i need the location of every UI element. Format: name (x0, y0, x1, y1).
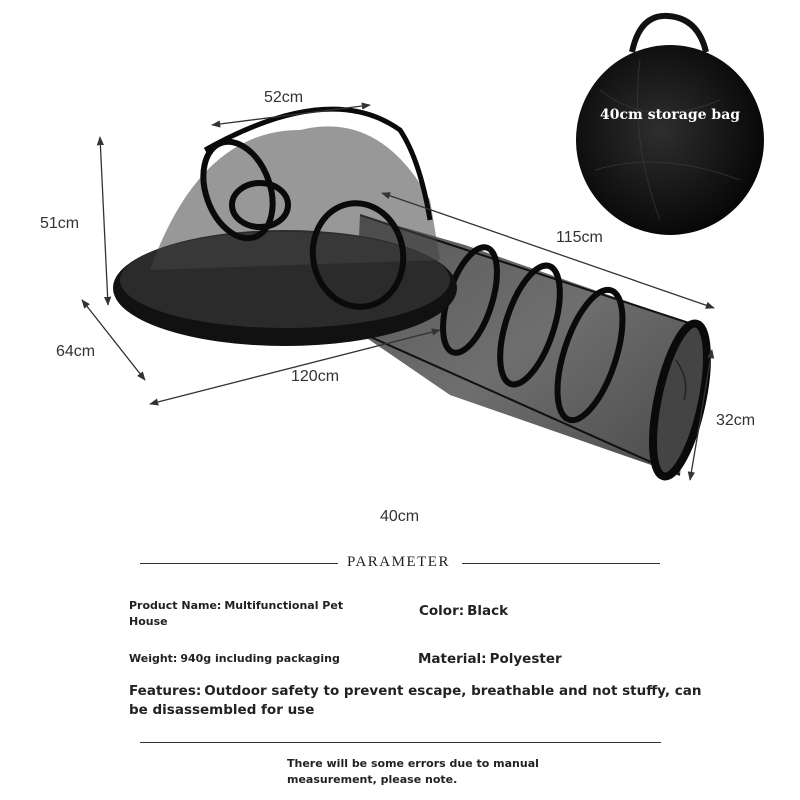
spec-color (419, 602, 508, 621)
spec-color-key: Color: (419, 603, 465, 619)
dimension-tunnel-length: 115cm (556, 229, 603, 246)
dimension-height: 51cm (40, 215, 80, 232)
tent (113, 109, 457, 346)
dimension-top-width: 52cm (264, 89, 304, 106)
dimension-base-length: 120cm (291, 368, 340, 385)
measurement-note: There will be some errors due to manual measurement, please note. (287, 757, 539, 786)
dimension-tunnel-diameter: 32cm (716, 412, 756, 429)
spec-weight (129, 651, 340, 667)
spec-features-key: Features: (129, 683, 202, 699)
divider-right (462, 563, 660, 564)
spec-weight-key: Weight: (129, 652, 178, 665)
parameter-title: PARAMETER (347, 554, 450, 570)
storage-bag-label: 40cm storage bag (600, 107, 741, 123)
spec-material-key: Material: (418, 651, 487, 667)
spec-material (418, 650, 562, 669)
spec-product-name-value: Multifunctional Pet House (129, 599, 344, 628)
spec-features (129, 682, 719, 720)
divider-bottom (140, 742, 661, 743)
spec-features-value: Outdoor safety to prevent escape, breathable and not stuffy, can be disassembled for use (129, 683, 702, 718)
storage-bag (576, 16, 764, 235)
spec-material-value: Polyester (489, 651, 562, 667)
spec-product-name (129, 598, 374, 630)
spec-product-name-key: Product Name: (129, 599, 222, 612)
dimension-bottom-note: 40cm (380, 508, 420, 525)
spec-color-value: Black (467, 603, 509, 619)
spec-weight-value: 940g including packaging (180, 652, 340, 665)
dimension-depth: 64cm (56, 343, 96, 360)
divider-left (140, 563, 338, 564)
